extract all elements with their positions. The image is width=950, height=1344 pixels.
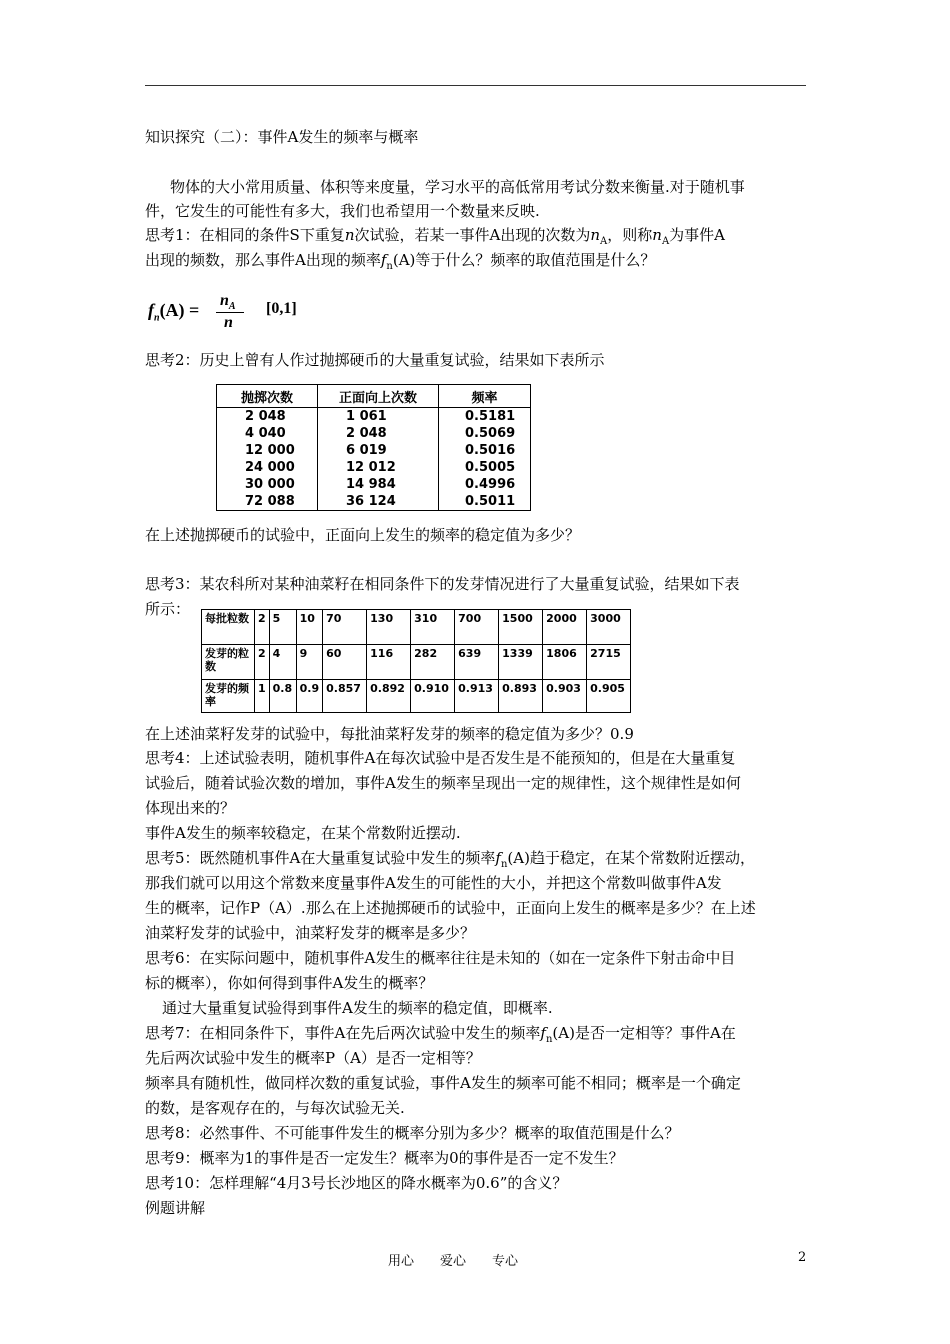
examples-heading: 例题讲解 (145, 1199, 206, 1217)
question-5-line-2: 那我们就可以用这个常数来度量事件A发生的可能性的大小，并把这个常数叫做事件A发 (145, 874, 722, 892)
question-6-line-2: 标的概率），你如何得到事件A发生的概率？ (145, 974, 434, 992)
table-header: 正面向上次数 (318, 385, 439, 408)
answer-7-line-1: 频率具有随机性，做同样次数的重复试验，事件A发生的频率可能不相同；概率是一个确定 (145, 1074, 741, 1092)
table-row: 每批粒数 2 5 10 70 130 310 700 1500 2000 3000 (202, 610, 631, 645)
intro-line-2: 件，它发生的可能性有多大，我们也希望用一个数量来反映. (145, 202, 540, 220)
question-4-line-3: 体现出来的？ (145, 799, 236, 817)
table-row: 发芽的频率 1 0.8 0.9 0.857 0.892 0.910 0.913 0.893 0.903 0.905 (202, 680, 631, 713)
question-8: 思考8：必然事件、不可能事件发生的概率分别为多少？概率的取值范围是什么？ (145, 1124, 680, 1142)
page-number: 2 (798, 1250, 807, 1265)
table-header: 频率 (439, 385, 531, 408)
intro-line-1: 物体的大小常用质量、体积等来度量，学习水平的高低常用考试分数来衡量.对于随机事 (170, 178, 745, 196)
answer-4: 事件A发生的频率较稳定，在某个常数附近摆动. (145, 824, 461, 842)
question-2-follow-up: 在上述抛掷硬币的试验中，正面向上发生的频率的稳定值为多少？ (145, 526, 581, 544)
table-row: 2 048 1 061 0.5181 (217, 408, 531, 426)
table-header-row (217, 385, 531, 408)
question-9: 思考9：概率为1的事件是否一定发生？概率为0的事件是否一定不发生？ (145, 1149, 624, 1167)
question-1-line-1: 思考1：在相同的条件S下重复n次试验，若某一事件A出现的次数为$n_A$，则称$n_A$为事件A (145, 226, 726, 247)
question-5-line-3: 生的概率，记作P（A）.那么在上述抛掷硬币的试验中，正面向上发生的概率是多少？在上述 (145, 899, 756, 917)
table-row: 72 088 36 124 0.5011 (217, 493, 531, 511)
question-7-line-1: 思考7：在相同条件下，事件A在先后两次试验中发生的频率$f_n(A)$是否一定相等？事件A在 (145, 1024, 736, 1045)
question-2: 思考2：历史上曾有人作过抛掷硬币的大量重复试验，结果如下表所示 (145, 351, 605, 369)
question-5-line-1: 思考5：既然随机事件A在大量重复试验中发生的频率$f_n(A)$趋于稳定，在某个常数附近摆动， (145, 849, 755, 870)
table-row: 30 000 14 984 0.4996 (217, 476, 531, 493)
answer-7-line-2: 的数，是客观存在的，与每次试验无关. (145, 1099, 405, 1117)
question-10: 思考10：怎样理解“4月3号长沙地区的降水概率为0.6”的含义？ (145, 1174, 568, 1192)
question-6-line-1: 思考6：在实际问题中，随机事件A发生的概率往往是未知的（如在一定条件下射击命中目 (145, 949, 736, 967)
question-1-line-2: 出现的频数，那么事件A出现的频率$f_n(A)$等于什么？频率的取值范围是什么？ (145, 251, 656, 272)
question-4-line-2: 试验后，随着试验次数的增加，事件A发生的频率呈现出一定的规律性，这个规律性是如何 (145, 774, 741, 792)
table-row: 4 040 2 048 0.5069 (217, 425, 531, 442)
table-row: 24 000 12 012 0.5005 (217, 459, 531, 476)
question-4-line-1: 思考4：上述试验表明，随机事件A在每次试验中是否发生是不能预知的，但是在大量重复 (145, 749, 736, 767)
seed-germination-table (201, 609, 631, 713)
section-heading: 知识探究（二）：事件A发生的频率与概率 (145, 128, 419, 146)
question-3-line-2: 所示： (145, 600, 191, 618)
question-5-line-4: 油菜籽发芽的试验中，油菜籽发芽的概率是多少？ (145, 924, 476, 942)
question-3-follow-up: 在上述油菜籽发芽的试验中，每批油菜籽发芽的频率的稳定值为多少？0.9 (145, 725, 634, 743)
table-row: 发芽的粒数 2 4 9 60 116 282 639 1339 1806 2715 (202, 645, 631, 680)
table-row: 12 000 6 019 0.5016 (217, 442, 531, 459)
footer-text: 用心 爱心 专心 (388, 1254, 519, 1269)
question-3-line-1: 思考3：某农科所对某种油菜籽在相同条件下的发芽情况进行了大量重复试验，结果如下表 (145, 575, 740, 593)
question-7-line-2: 先后两次试验中发生的概率P（A）是否一定相等？ (145, 1049, 481, 1067)
answer-6: 通过大量重复试验得到事件A发生的频率的稳定值，即概率. (162, 999, 553, 1017)
coin-toss-table (216, 384, 531, 511)
table-header: 抛掷次数 (217, 385, 318, 408)
header-rule (145, 85, 806, 86)
